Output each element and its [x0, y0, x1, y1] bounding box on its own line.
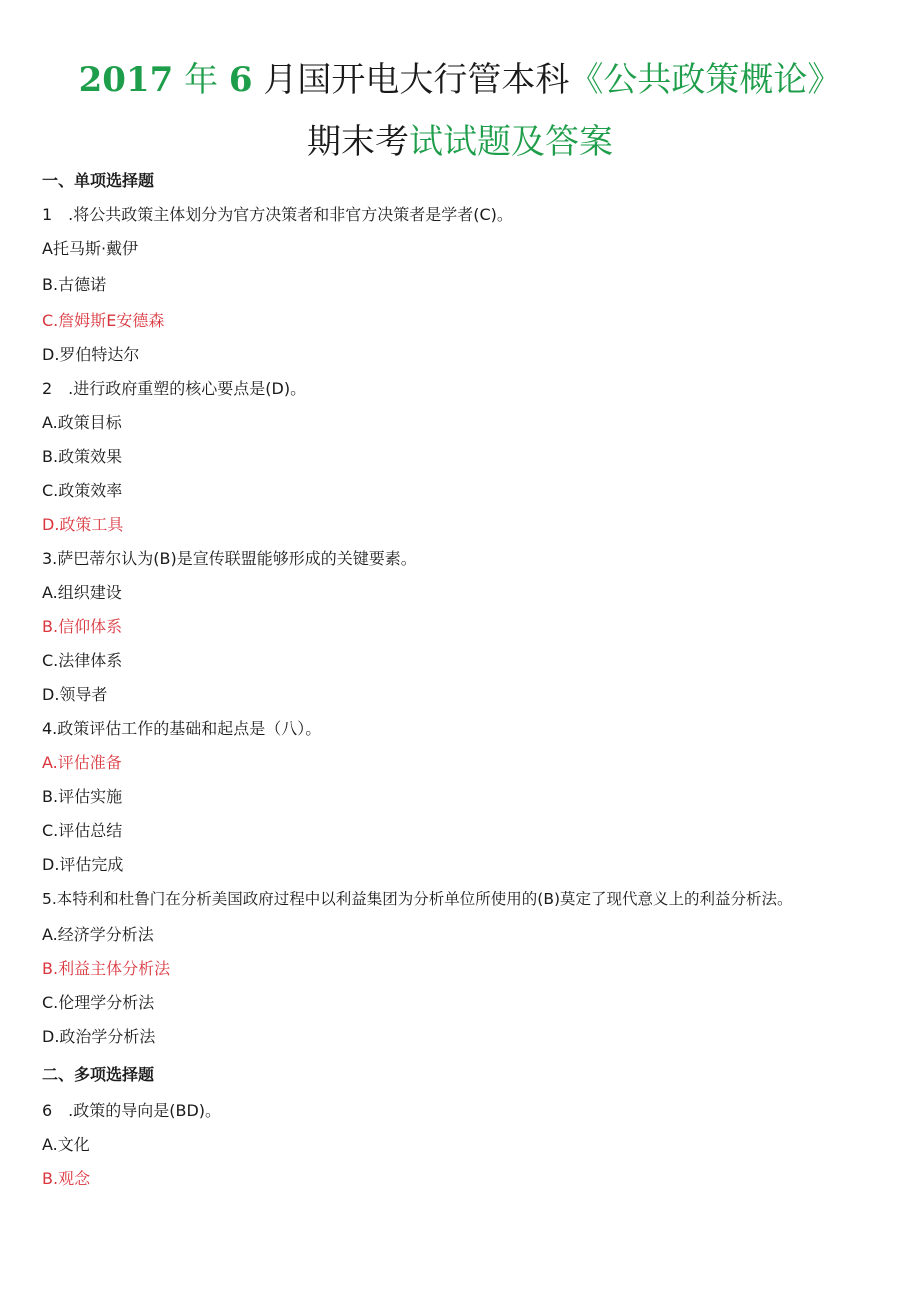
question-stem: 4.政策评估工作的基础和起点是（八）。	[42, 719, 322, 738]
title-answers: 试试题及答案	[409, 122, 613, 162]
option-correct-answer: B.信仰体系	[42, 617, 123, 636]
option: D.评估完成	[42, 855, 124, 874]
option: A.文化	[42, 1135, 90, 1154]
option: D.领导者	[42, 685, 108, 704]
section-heading-single-choice: 一、单项选择题	[42, 171, 155, 190]
question-stem: 5.本特利和杜鲁门在分析美国政府过程中以利益集团为分析单位所使用的(B)莫定了现代意义上的利益分析法。	[42, 890, 793, 908]
title-month: 6	[228, 60, 253, 100]
option: B.古德诺	[42, 275, 107, 294]
title-org: 月国开电大行管本科	[263, 60, 570, 100]
question-stem: 6 .政策的导向是(BD)。	[42, 1101, 222, 1120]
option-correct-answer: C.詹姆斯E安德森	[42, 311, 165, 330]
option-correct-answer: D.政策工具	[42, 515, 124, 534]
option: D.罗伯特达尔	[42, 345, 140, 364]
option: C.评估总结	[42, 821, 123, 840]
option: C.伦理学分析法	[42, 993, 155, 1012]
option: B.政策效果	[42, 447, 123, 466]
title-course: 《公共政策概论》	[569, 60, 842, 100]
question-stem: 3.萨巴蒂尔认为(B)是宣传联盟能够形成的关键要素。	[42, 549, 417, 568]
option: C.政策效率	[42, 481, 123, 500]
option: C.法律体系	[42, 651, 123, 670]
option-correct-answer: A.评估准备	[42, 753, 122, 772]
option: D.政治学分析法	[42, 1027, 156, 1046]
option: A.经济学分析法	[42, 925, 154, 944]
section-heading-multiple-choice: 二、多项选择题	[42, 1065, 155, 1084]
option: A.组织建设	[42, 583, 122, 602]
option-correct-answer: B.观念	[42, 1169, 91, 1188]
title-exam: 期末考	[307, 122, 409, 162]
document-title-line-1	[0, 52, 920, 101]
question-stem: 1 .将公共政策主体划分为官方决策者和非官方决策者是学者(C)。	[42, 205, 513, 224]
question-stem: 2 .进行政府重塑的核心要点是(D)。	[42, 379, 307, 398]
title-nian: 年	[184, 60, 219, 100]
option: A托马斯·戴伊	[42, 239, 139, 258]
title-year: 2017	[78, 60, 174, 100]
option: A.政策目标	[42, 413, 122, 432]
option: B.评估实施	[42, 787, 123, 806]
document-title-line-2	[0, 114, 920, 163]
option-correct-answer: B.利益主体分析法	[42, 959, 171, 978]
